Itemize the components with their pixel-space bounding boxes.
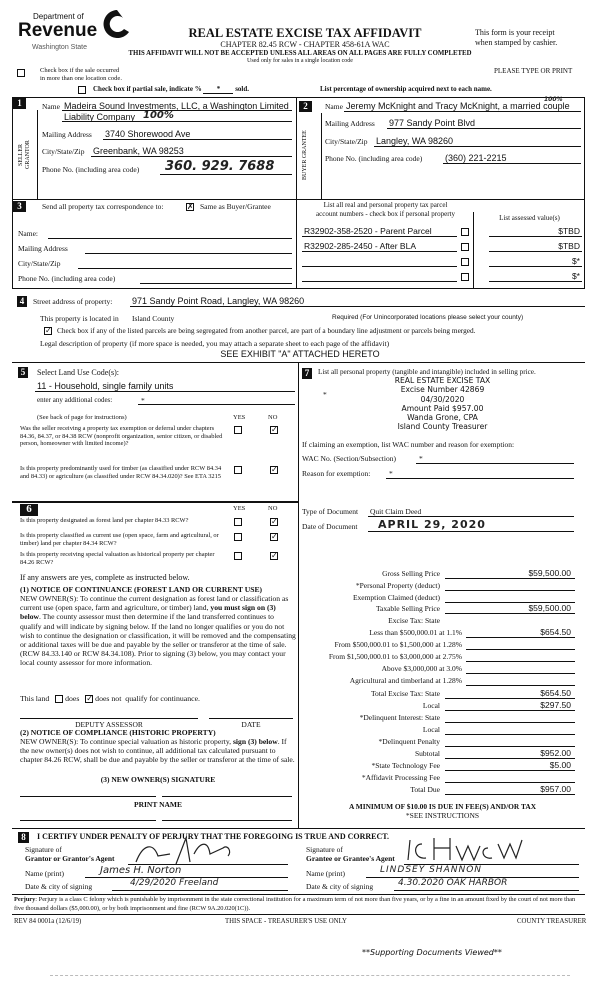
tax-row-label: Above $3,000,000 at 3.0% (381, 664, 462, 673)
notice-text-a: NEW OWNER(S): To continue the current designation as forest land or classification as current use (open space, farm and agriculture, or timber) land, (20, 594, 289, 613)
seller-name-value-2[interactable]: Liability Company (64, 112, 136, 122)
tax-row-label: Less than $500,000.01 at 1.1% (369, 628, 462, 637)
parcel-account-number[interactable]: R32902-285-2450 - After BLA (304, 241, 416, 251)
perjury-text: : Perjury is a class C felony which is punishable by imprisonment in the state correctional institution for a maximum term of not more than five years, or by a fine in an amount fixed by the court of not more than five thousand dollars ($5,000.00), or by both imprisonment and fine (RCW 9A.20.020(1C)). (14, 896, 576, 912)
form-chapter: CHAPTER 82.45 RCW - CHAPTER 458-61A WAC (220, 40, 390, 49)
tax-correspondence-label: Send all property tax correspondence to: (42, 202, 164, 211)
tax-row (300, 712, 580, 723)
certification-statement: I CERTIFY UNDER PENALTY OF PERJURY THAT THE FOREGOING IS TRUE AND CORRECT. (37, 832, 390, 841)
tax-row (300, 675, 580, 686)
parcels-header: List all real and personal property tax parcel (323, 201, 448, 209)
stamp-line: Amount Paid $957.00 (401, 403, 484, 413)
tax-row (300, 627, 580, 638)
tax-row (300, 700, 580, 711)
type-or-print: PLEASE TYPE OR PRINT (494, 67, 573, 75)
notice-text-b: you must sign on (3) below (20, 603, 276, 622)
tax-row (300, 784, 580, 795)
does-label: does (65, 694, 80, 703)
partial-sale-sold: sold. (235, 85, 250, 93)
grantee-agent-label: Grantee or Grantee's Agent (306, 854, 395, 863)
assessed-value[interactable]: $* (571, 271, 580, 281)
tax-row-label: From $500,000.01 to $1,500,000 at 1.28% (334, 640, 462, 649)
treasurer-use-only: THIS SPACE - TREASURER'S USE ONLY (225, 918, 347, 925)
perjury-statement (14, 896, 584, 913)
new-owner-print-line-1[interactable] (20, 820, 156, 821)
stamp-line: Island County Treasurer (397, 422, 488, 432)
seller-phone-value[interactable]: 360. 929. 7688 (165, 159, 275, 174)
tax-row-value[interactable]: $297.50 (445, 700, 575, 711)
parcel-account-number[interactable]: R32902-358-2520 - Parent Parcel (304, 226, 432, 236)
tax-row-value[interactable]: $59,500.00 (445, 568, 575, 579)
segregation-label: Check box if any of the listed parcels are being segregated from another parcel, are part of a boundary line adjustment or parcels being merged. (57, 326, 476, 335)
section-5-badge: 5 (18, 367, 28, 378)
forest-no-checkbox[interactable]: ✓ (271, 517, 278, 526)
tax-row (300, 663, 580, 674)
grantee-date-city-label: Date & city of signing (306, 882, 374, 891)
timber-agriculture-question: Is this property predominantly used for timber (as classified under RCW 84.34 and 84.33) or agriculture (as classified under RCW 84.34.020)? See ETA 3215 (20, 465, 222, 480)
street-address-value[interactable]: 971 Sandy Point Road, Langley, WA 98260 (132, 296, 305, 306)
tax-row-value[interactable]: $957.00 (445, 784, 575, 795)
buyer-phone-value[interactable]: (360) 221-2215 (445, 153, 507, 163)
partial-sale-checkbox[interactable] (78, 86, 86, 94)
form-title: REAL ESTATE EXCISE TAX AFFIDAVIT (188, 26, 422, 40)
partial-sale-percent[interactable]: * (203, 85, 233, 94)
tax-row-label: Taxable Selling Price (375, 604, 440, 613)
tax-row-label: Local (422, 725, 440, 734)
seller-city-label: City/State/Zip (42, 147, 85, 156)
acceptance-warning: THIS AFFIDAVIT WILL NOT BE ACCEPTED UNLESS ALL AREAS ON ALL PAGES ARE FULLY COMPLETED (128, 50, 472, 57)
tax-row-value[interactable] (445, 746, 575, 747)
seller-name-value[interactable]: Madeira Sound Investments, LLC, a Washington Limited (64, 101, 289, 111)
tax-row-value[interactable] (466, 673, 575, 674)
print-name-label: PRINT NAME (134, 800, 182, 809)
tax-row (300, 639, 580, 650)
buyer-address-value[interactable]: 977 Sandy Point Blvd (389, 118, 476, 128)
correspondence-name-field[interactable] (48, 238, 292, 239)
tax-row-label: *Delinquent Penalty (378, 737, 440, 746)
seller-city-value[interactable]: Greenbank, WA 98253 (93, 146, 184, 156)
tax-row-value[interactable] (445, 782, 575, 783)
personal-property-checkbox[interactable] (461, 273, 469, 281)
partial-sale-text: Check box if partial sale, indicate % (93, 85, 202, 93)
legal-description-label: Legal description of property (if more space is needed, you may attach a separate sheet to each page of the affidavit) (40, 339, 390, 348)
buyer-grantee-label: BUYER GRANTEE (302, 130, 308, 180)
tax-row (300, 748, 580, 759)
grantor-date-city-value[interactable]: 4/29/2020 Freeland (130, 878, 219, 888)
tax-row (300, 772, 580, 783)
exemption-claim-label: If claiming an exemption, list WAC number and reason for exemption: (302, 440, 515, 449)
tax-row (300, 688, 580, 699)
tax-row-value[interactable] (466, 661, 575, 662)
tax-row-value[interactable]: $654.50 (445, 688, 575, 699)
same-as-buyer-label: Same as Buyer/Grantee (200, 202, 271, 211)
grantee-name-value[interactable]: LINDSEY SHANNON (380, 865, 483, 875)
additional-codes-field[interactable]: * (141, 396, 145, 405)
partial-sale-label (93, 85, 249, 94)
multi-location-label: Check box if the sale occurred (40, 67, 120, 74)
exemption-no-checkbox[interactable]: ✓ (271, 425, 278, 434)
deputy-assessor-signature-line[interactable] (20, 718, 198, 719)
stamp-line: REAL ESTATE EXCISE TAX (394, 376, 491, 385)
multi-location-label-2: in more than one location code. (40, 75, 122, 82)
tax-row-label: Excise Tax: State (388, 616, 440, 625)
legal-description-value[interactable]: SEE EXHIBIT "A" ATTACHED HERETO (220, 349, 380, 359)
seller-grantor-label: SELLER GRANTOR (18, 140, 31, 170)
located-in-label: This property is located in (40, 314, 119, 323)
assessor-date-label: DATE (241, 720, 261, 729)
correspondence-phone-field[interactable] (140, 283, 292, 284)
qualify-label: qualify for continuance. (125, 694, 200, 703)
county-treasurer-label: COUNTY TREASURER (517, 918, 587, 925)
tax-row-label: Exemption Claimed (deduct) (352, 593, 440, 602)
section-8-badge: 8 (18, 832, 29, 843)
if-yes-instruction: If any answers are yes, complete as instructed below. (20, 573, 190, 582)
forest-land-question: Is this property designated as forest land per chapter 84.33 RCW? (20, 517, 189, 524)
new-owner-signature-line-2[interactable] (162, 796, 292, 797)
buyer-name-label: Name (325, 102, 343, 111)
tax-row-value[interactable]: $952.00 (445, 748, 575, 759)
seller-name-label: Name (42, 102, 60, 111)
section-2-badge: 2 (299, 101, 312, 112)
compliance-text-b: sign (3) below (232, 737, 278, 746)
timber-no-checkbox[interactable]: ✓ (271, 465, 278, 474)
perjury-label: Perjury (14, 896, 36, 903)
current-use-question: Is this property classified as current use (open space, farm and agricultural, or timber) land per chapter 84.34 RCW? (20, 532, 219, 547)
county-required-note: Required (For Unincorporated locations please select your county) (332, 314, 524, 321)
seller-address-label: Mailing Address (42, 130, 92, 139)
historical-yes-checkbox[interactable] (234, 552, 242, 560)
section-7-badge: 7 (302, 368, 312, 379)
buyer-phone-label: Phone No. (including area code) (325, 154, 423, 163)
grantor-signature[interactable] (128, 834, 248, 866)
grantor-name-label: Name (print) (25, 869, 64, 878)
grantee-name-label: Name (print) (306, 869, 345, 878)
buyer-city-value[interactable]: Langley, WA 98260 (376, 136, 454, 146)
no-header-6: NO (268, 505, 278, 512)
compliance-text-a: NEW OWNER(S): To continue special valuation as historic property, (20, 737, 233, 746)
tax-row (300, 603, 580, 614)
correspondence-city-label: City/State/Zip (18, 259, 61, 268)
tax-row (300, 615, 580, 626)
tax-row (300, 651, 580, 662)
personal-property-checkbox[interactable] (461, 258, 469, 266)
seller-ownership-pct: 100% (143, 110, 174, 121)
county-select[interactable]: Island County (132, 314, 175, 323)
see-instructions-note: *SEE INSTRUCTIONS (405, 811, 480, 820)
grantee-date-city-value[interactable]: 4.30.2020 OAK HARBOR (398, 878, 508, 888)
yes-header-6: YES (233, 505, 246, 512)
notice-continuance-text (20, 594, 296, 668)
tax-row-label: Total Due (410, 785, 440, 794)
exemption-reason-label: Reason for exemption: (302, 469, 371, 478)
personal-property-checkbox[interactable] (461, 243, 469, 251)
minimum-due-note: A MINIMUM OF $10.00 IS DUE IN FEE(S) AND/OR TAX (348, 802, 537, 811)
correspondence-address-field[interactable] (85, 253, 292, 254)
stamp-line: Excise Number 42869 (400, 385, 485, 395)
yes-header: YES (233, 414, 246, 421)
parcels-header-2: account numbers - check box if personal property (316, 210, 455, 218)
document-date-label: Date of Document (302, 522, 358, 531)
this-land-label: This land (20, 694, 50, 703)
exemption-yes-checkbox[interactable] (234, 426, 242, 434)
correspondence-address-label: Mailing Address (18, 244, 68, 253)
multi-location-checkbox[interactable] (17, 69, 25, 77)
current-use-yes-checkbox[interactable] (234, 533, 242, 541)
section-6-badge: 6 (20, 504, 38, 516)
historical-question: Is this property receiving special valuation as historical property per chapter 84.26 RCW? (20, 551, 215, 566)
buyer-name-value[interactable]: Jeremy McKnight and Tracy McKnight, a married couple (346, 101, 570, 111)
continuance-qualify-row (20, 694, 200, 703)
does-not-qualify-checkbox[interactable]: ✓ (86, 694, 93, 704)
ownership-note: List percentage of ownership acquired next to each name. (320, 85, 492, 93)
does-qualify-checkbox[interactable] (55, 695, 63, 703)
timber-yes-checkbox[interactable] (234, 466, 242, 474)
supporting-documents-note: **Supporting Documents Viewed** (362, 948, 502, 957)
tax-row-label: Subtotal (414, 749, 440, 758)
wac-number-field[interactable]: * (419, 454, 423, 463)
assessed-value[interactable]: $TBD (558, 226, 580, 236)
personal-property-field[interactable]: * (323, 390, 327, 399)
receipt-note-2: when stamped by cashier. (475, 38, 558, 47)
does-not-label: does not (95, 694, 122, 703)
tax-row-value[interactable]: $59,500.00 (445, 603, 575, 614)
grantee-signature[interactable] (400, 834, 550, 864)
tax-row-label: *Personal Property (deduct) (355, 581, 440, 590)
street-address-label: Street address of property: (33, 297, 113, 306)
land-use-label: Select Land Use Code(s): (37, 368, 119, 377)
section-3-badge: 3 (13, 201, 26, 212)
tax-row-value[interactable] (466, 649, 575, 650)
grantor-signature-label: Signature of (25, 845, 62, 854)
tax-row-value[interactable] (445, 590, 575, 591)
tax-row-label: *State Technology Fee (371, 761, 440, 770)
tax-row-value[interactable] (445, 722, 575, 723)
tax-row-value[interactable]: $654.50 (466, 627, 575, 638)
grantor-agent-label: Grantor or Grantor's Agent (25, 854, 115, 863)
exemption-question: Was the seller receiving a property tax exemption or deferral under chapters 84.36, 84.37, or 84.38 RCW (nonprofit organization, senior citizen, or disabled person, homeowner with limited income)? (20, 425, 223, 448)
tax-row-value[interactable] (445, 734, 575, 735)
land-use-code-select[interactable]: 11 - Household, single family units (37, 381, 174, 391)
new-owner-signature-title: (3) NEW OWNER(S) SIGNATURE (100, 775, 216, 784)
same-as-buyer-checkbox[interactable]: ✗ (187, 202, 194, 211)
additional-codes-label: enter any additional codes: (37, 396, 113, 404)
dor-logo: Department of Revenue Washington State (18, 8, 133, 63)
notice-compliance-text (20, 737, 296, 765)
document-date-value[interactable]: APRIL 29, 2020 (378, 518, 486, 531)
exemption-reason-field[interactable]: * (389, 469, 393, 478)
personal-property-checkbox[interactable] (461, 228, 469, 236)
notice-continuance-title: (1) NOTICE OF CONTINUANCE (FOREST LAND OR CURRENT USE) (20, 585, 263, 594)
forest-yes-checkbox[interactable] (234, 518, 242, 526)
wac-number-label: WAC No. (Section/Subsection) (302, 454, 396, 463)
tax-row (300, 580, 580, 591)
stamp-line: 04/30/2020 (420, 394, 465, 404)
personal-property-label: List all personal property (tangible and intangible) included in selling price. (318, 368, 536, 376)
segregation-checkbox[interactable]: ✓ (45, 326, 52, 335)
notice-text-c: . The county assessor must then determine if the land transferred continues to qualify and will indicate by signing below. If the land no longer qualifies or you do not wish to continue the designation or classification, it will be removed and the compensating or additional taxes will be due and payable by the seller or transferor at the time of sale. (RCW 84.33.140 or RCW 84.34.108). Prior to signing (3) below, you may contact your local county assessor for more information. (20, 612, 296, 668)
correspondence-city-field[interactable] (78, 268, 292, 269)
section-1-badge: 1 (13, 98, 26, 109)
tax-row-label: Gross Selling Price (382, 569, 440, 578)
tax-row-label: From $1,500,000.01 to $3,000,000 at 2.75% (328, 652, 462, 661)
tax-row-value[interactable] (466, 685, 575, 686)
grantor-date-city-label: Date & city of signing (25, 882, 93, 891)
tax-row (300, 592, 580, 603)
tax-row (300, 736, 580, 747)
dor-logo-mark-icon (102, 8, 132, 42)
deputy-assessor-label: DEPUTY ASSESSOR (75, 720, 143, 729)
assessed-value[interactable]: $* (571, 256, 580, 266)
tax-row-value[interactable]: $5.00 (445, 760, 575, 771)
tax-row (300, 760, 580, 771)
notice-compliance-title: (2) NOTICE OF COMPLIANCE (HISTORIC PROPERTY) (20, 728, 216, 737)
assessor-date-line[interactable] (209, 718, 293, 719)
seller-address-value[interactable]: 3740 Shorewood Ave (105, 129, 191, 139)
see-back-note: (See back of page for instructions) (37, 414, 127, 421)
new-owner-print-line-2[interactable] (162, 820, 292, 821)
usage-note: Used only for sales in a single location code (247, 58, 353, 64)
new-owner-signature-line-1[interactable] (20, 796, 156, 797)
compliance-text-c: . If the new owner(s) does not wish to continue, all additional tax calculated pursuant to chapter 84.26 RCW, shall be due and payable by the seller or transferor at the time of sale. (20, 737, 295, 765)
seller-phone-label: Phone No. (including area code) (42, 165, 140, 174)
correspondence-phone-label: Phone No. (including area code) (18, 274, 116, 283)
current-use-no-checkbox[interactable]: ✓ (271, 532, 278, 541)
tax-row-label: Total Excise Tax: State (370, 689, 440, 698)
historical-no-checkbox[interactable]: ✓ (271, 551, 278, 560)
document-type-label: Type of Document (302, 507, 359, 516)
tax-row (300, 724, 580, 735)
buyer-address-label: Mailing Address (325, 119, 375, 128)
tax-row-label: Local (422, 701, 440, 710)
buyer-city-label: City/State/Zip (325, 137, 368, 146)
form-number: REV 84 0001a (12/6/19) (14, 918, 82, 925)
stamp-line: Wanda Grone, CPA (407, 413, 478, 423)
grantor-name-value[interactable]: James H. Norton (100, 865, 182, 876)
correspondence-name-label: Name: (18, 229, 38, 238)
tax-row-label: *Delinquent Interest: State (359, 713, 440, 722)
assessed-value[interactable]: $TBD (558, 241, 580, 251)
document-type-value[interactable]: Quit Claim Deed (370, 507, 422, 516)
section-4-badge: 4 (17, 296, 27, 307)
assessed-values-header: List assessed value(s) (499, 214, 560, 222)
no-header: NO (268, 414, 278, 421)
tax-row-label: Agricultural and timberland at 1.28% (349, 676, 462, 685)
receipt-note: This form is your receipt (475, 28, 555, 37)
tax-row (300, 568, 580, 579)
buyer-ownership-pct: 100% (544, 96, 563, 103)
tax-row-label: *Affidavit Processing Fee (361, 773, 440, 782)
treasurer-stamp (340, 376, 545, 432)
grantee-signature-label: Signature of (306, 845, 343, 854)
